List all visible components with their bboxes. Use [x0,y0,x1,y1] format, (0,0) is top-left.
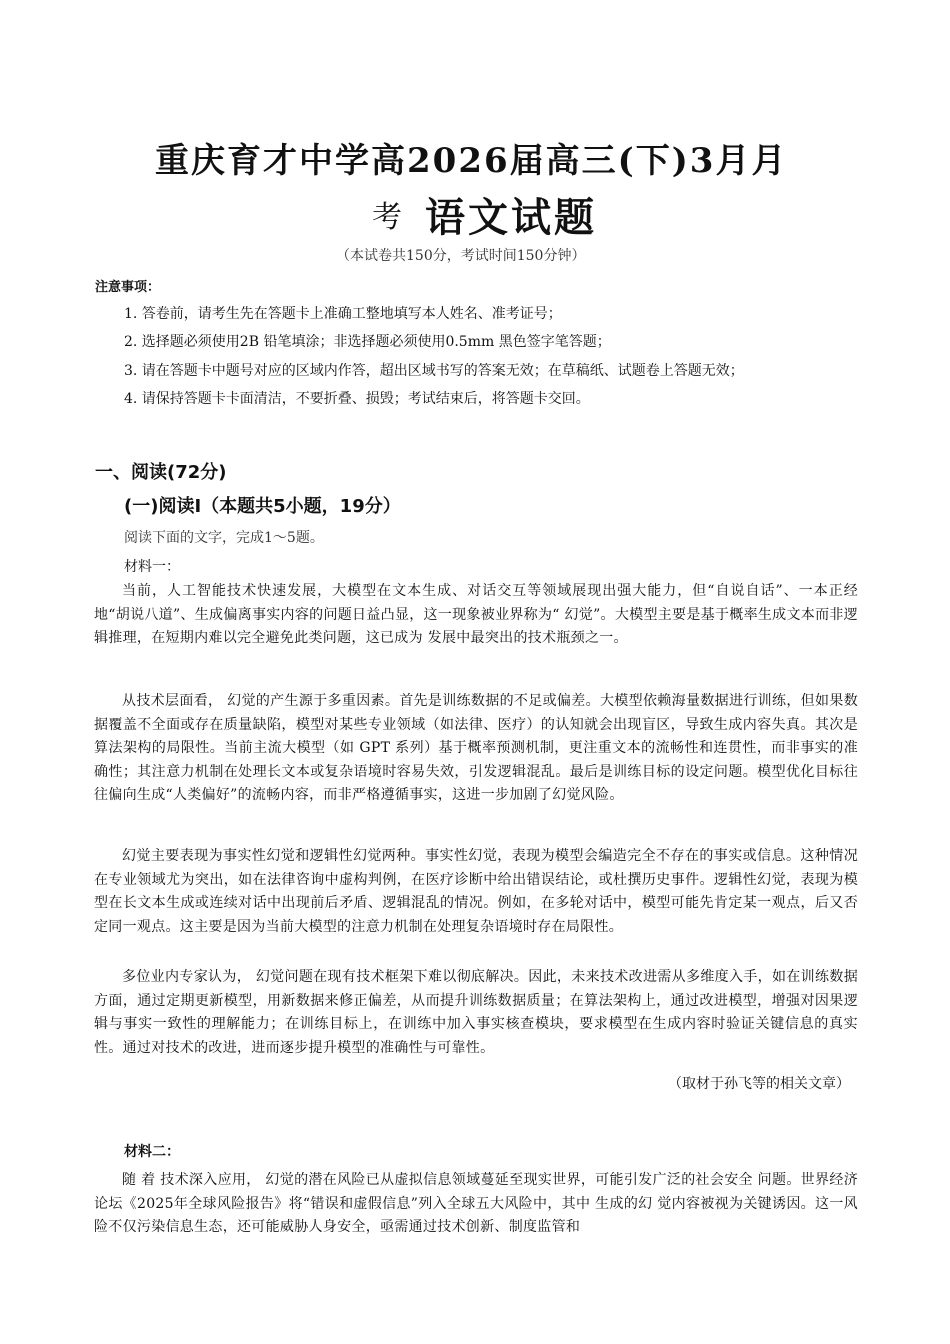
reading-instruction: 阅读下面的文字，完成1～5题。 [124,530,324,546]
material1-source: （取材于孙飞等的相关文章） [668,1076,850,1092]
material2-label: 材料二： [124,1144,180,1160]
section-heading: 一、阅读(72分) [95,462,227,483]
exam-title-line2-main: 语文试题 [425,194,597,241]
exam-title-line1: 重庆育才中学高2026届高三(下)3月月 [155,141,788,181]
material1-paragraph: 幻觉主要表现为事实性幻觉和逻辑性幻觉两种。事实性幻觉，表现为模型会编造完全不存在的事实或信息。这种情况在专业领域尤为突出，如在法律咨询中虚构判例，在医疗诊断中给出错误结论，或杜撰历史事件。逻辑性幻觉，表现为模型在长文本生成或连续对话中出现前后矛盾、逻辑混乱的情况。例如，在多轮对话中，模型可能先肯定某一观点，后又否定同一观点。这主要是因为当前大模型的注意力机制在处理复杂语境时存在局限性。 [94,848,858,935]
exam-title-line2-prefix: 考 [372,200,402,235]
material1-paragraph: 从技术层面看， 幻觉的产生源于多重因素。首先是训练数据的不足或偏差。大模型依赖海量数据进行训练，但如果数据覆盖不全面或存在质量缺陷，模型对某些专业领域（如法律、医疗）的认知就会出现盲区，导致生成内容失真。其次是算法架构的局限性。当前主流大模型（如 GPT 系列）基于概率预测机制，更注重文本的流畅性和连贯性，而非事实的准确性；其注意力机制在处理长文本或复杂语境时容易失效，引发逻辑混乱。最后是训练目标的设定问题。模型优化目标往往偏向生成“人类偏好”的流畅内容，而非严格遵循事实，这进一步加剧了幻觉风险。 [94,693,858,803]
exam-subtitle: （本试卷共150分，考试时间150分钟） [336,248,586,264]
material1-paragraph: 多位业内专家认为， 幻觉问题在现有技术框架下难以彻底解决。因此，未来技术改进需从多维度入手，如在训练数据方面，通过定期更新模型，用新数据来修正偏差，从而提升训练数据质量；在算法架构上，通过改进模型，增强对因果逻辑与事实一致性的理解能力；在训练目标上，在训练中加入事实核查模块，要求模型在生成内容时验证关键信息的真实性。通过对技术的改进，进而逐步提升模型的准确性与可靠性。 [94,969,858,1056]
material1-label: 材料一： [124,559,180,575]
notice-item: 2. 选择题必须使用2B 铅笔填涂；非选择题必须使用0.5mm 黑色签字笔答题； [124,334,611,350]
notice-item: 3. 请在答题卡中题号对应的区域内作答，超出区域书写的答案无效；在草稿纸、试题卷上答题无效； [124,363,744,379]
notice-item: 1. 答卷前，请考生先在答题卡上准确工整地填写本人姓名、准考证号； [124,306,562,322]
material1-paragraph: 当前，人工智能技术快速发展，大模型在文本生成、对话交互等领域展现出强大能力，但“自说自话”、一本正经地“胡说八道”、生成偏离事实内容的问题日益凸显，这一现象被业界称为“ 幻觉”。大模型主要是基于概率生成文本而非逻辑推理，在短期内难以完全避免此类问题，这已成为 发展中最突出的技术瓶颈之一。 [94,583,858,646]
notice-heading: 注意事项： [95,280,161,295]
notice-item: 4. 请保持答题卡卡面清洁，不要折叠、损毁；考试结束后，将答题卡交回。 [124,391,590,407]
material2-paragraph: 随 着 技术深入应用， 幻觉的潜在风险已从虚拟信息领域蔓延至现实世界，可能引发广泛的社会安全 问题。世界经济论坛《2025年全球风险报告》将“错误和虚假信息”列入全球五大风险中，其中 生成的幻 觉内容被视为关键诱因。这一风险不仅污染信息生态，还可能威胁人身安全，亟需通过技术创新、制度监管和 [94,1172,858,1235]
sub-section-heading: (一)阅读Ⅰ（本题共5小题，19分） [124,496,401,517]
